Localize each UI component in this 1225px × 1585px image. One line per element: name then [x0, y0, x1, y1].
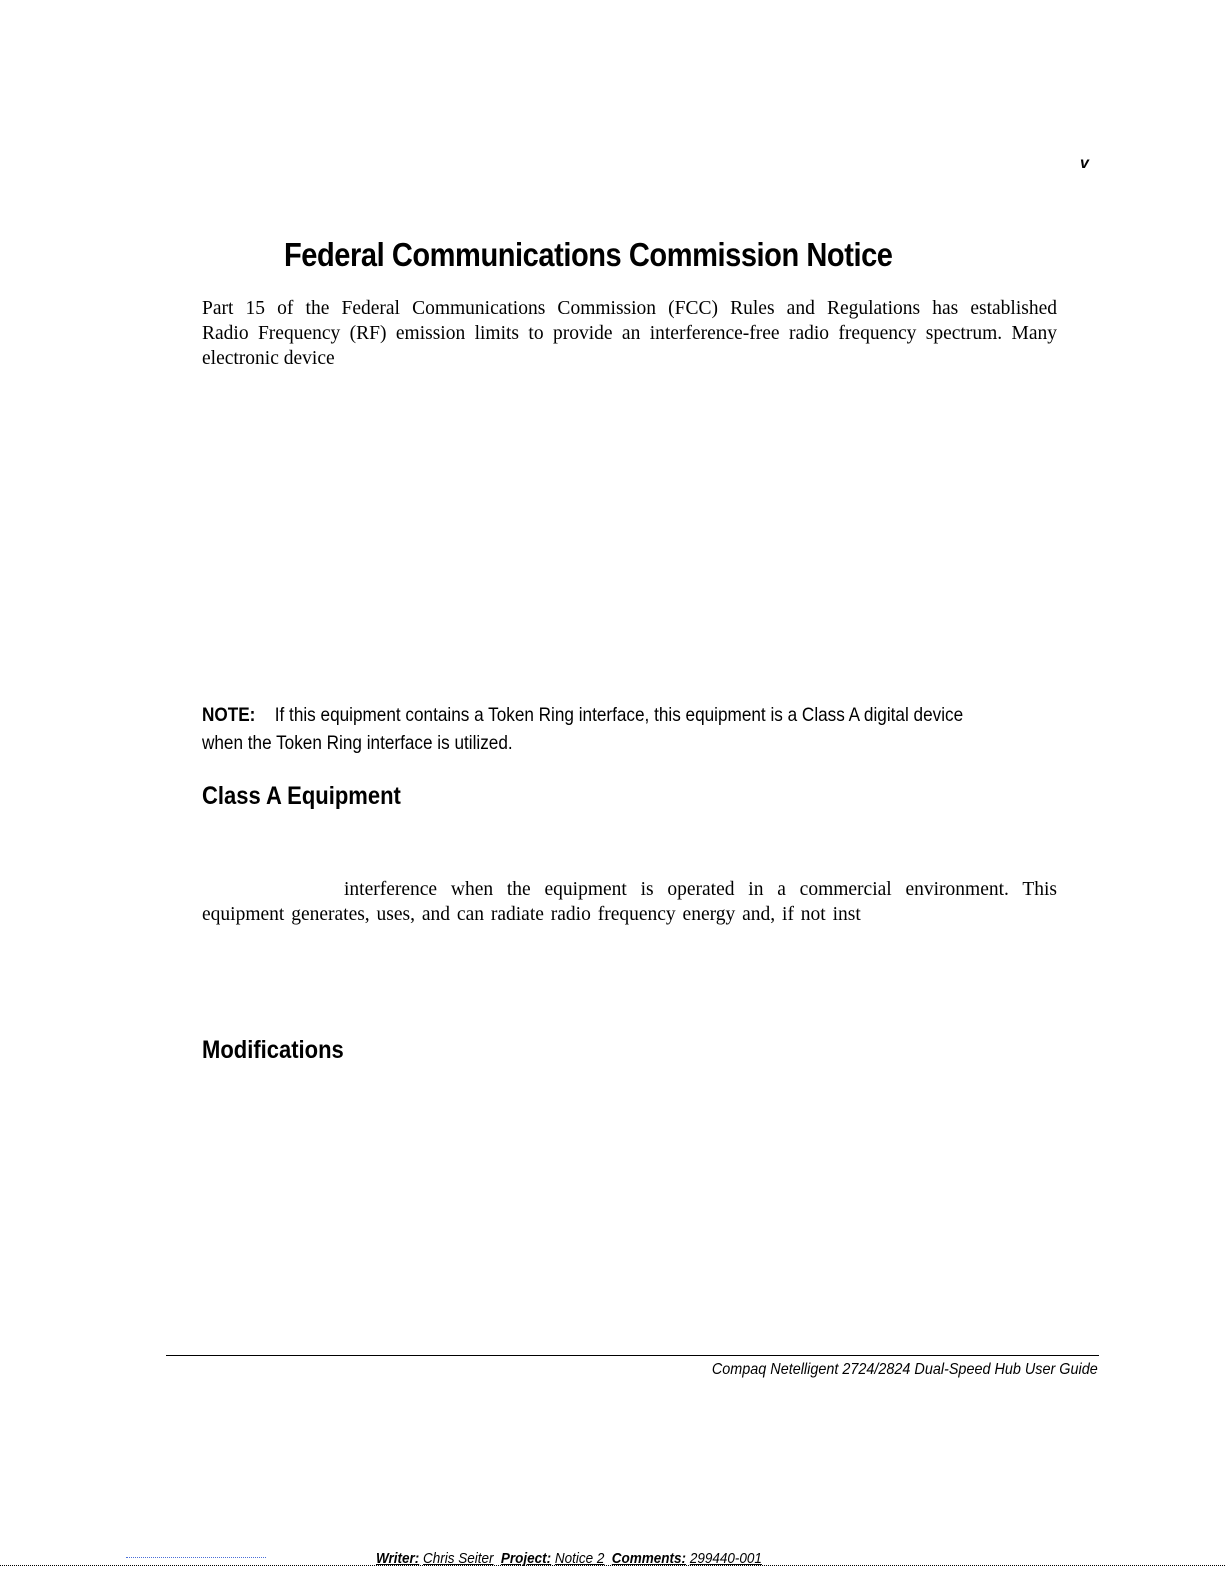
intro-line-3: electronic device [202, 348, 335, 369]
writer-label: Writer: [376, 1550, 420, 1567]
comments-value: 299440-001 [689, 1550, 762, 1567]
note-block [202, 701, 1062, 757]
writer-value: Chris Seiter [423, 1550, 494, 1567]
note-label: NOTE: [202, 704, 256, 726]
note-text-line-1: If this equipment contains a Token Ring interface, this equipment is a Class A digital device [274, 704, 964, 726]
class-a-line-1: interference when the equipment is operated in a commercial environment. This [344, 879, 1057, 900]
intro-paragraph [202, 296, 1057, 371]
project-label: Project: [500, 1550, 552, 1567]
note-text-line-2: when the Token Ring interface is utilized. [202, 732, 513, 754]
class-a-line-2: equipment generates, uses, and can radiate radio frequency energy and, if not inst [202, 904, 861, 925]
comments-label: Comments: [611, 1550, 687, 1567]
section-heading-modifications: Modifications [202, 1036, 344, 1064]
page-number: v [1080, 155, 1089, 172]
section-heading-class-a: Class A Equipment [202, 782, 401, 810]
page-title: Federal Communications Commission Notice [284, 236, 893, 273]
class-a-paragraph-line-1 [202, 877, 1057, 902]
document-meta-bar [376, 1550, 765, 1567]
intro-line-2: Radio Frequency (RF) emission limits to provide an interference-free radio frequency spectrum. Many [202, 323, 1057, 344]
footer-divider [166, 1355, 1099, 1356]
bottom-link-underline [126, 1557, 266, 1558]
intro-line-1: Part 15 of the Federal Communications Commission (FCC) Rules and Regulations has established [202, 298, 1057, 319]
footer-guide-title: Compaq Netelligent 2724/2824 Dual-Speed Hub User Guide [712, 1361, 1098, 1378]
project-value: Notice 2 [554, 1550, 605, 1567]
